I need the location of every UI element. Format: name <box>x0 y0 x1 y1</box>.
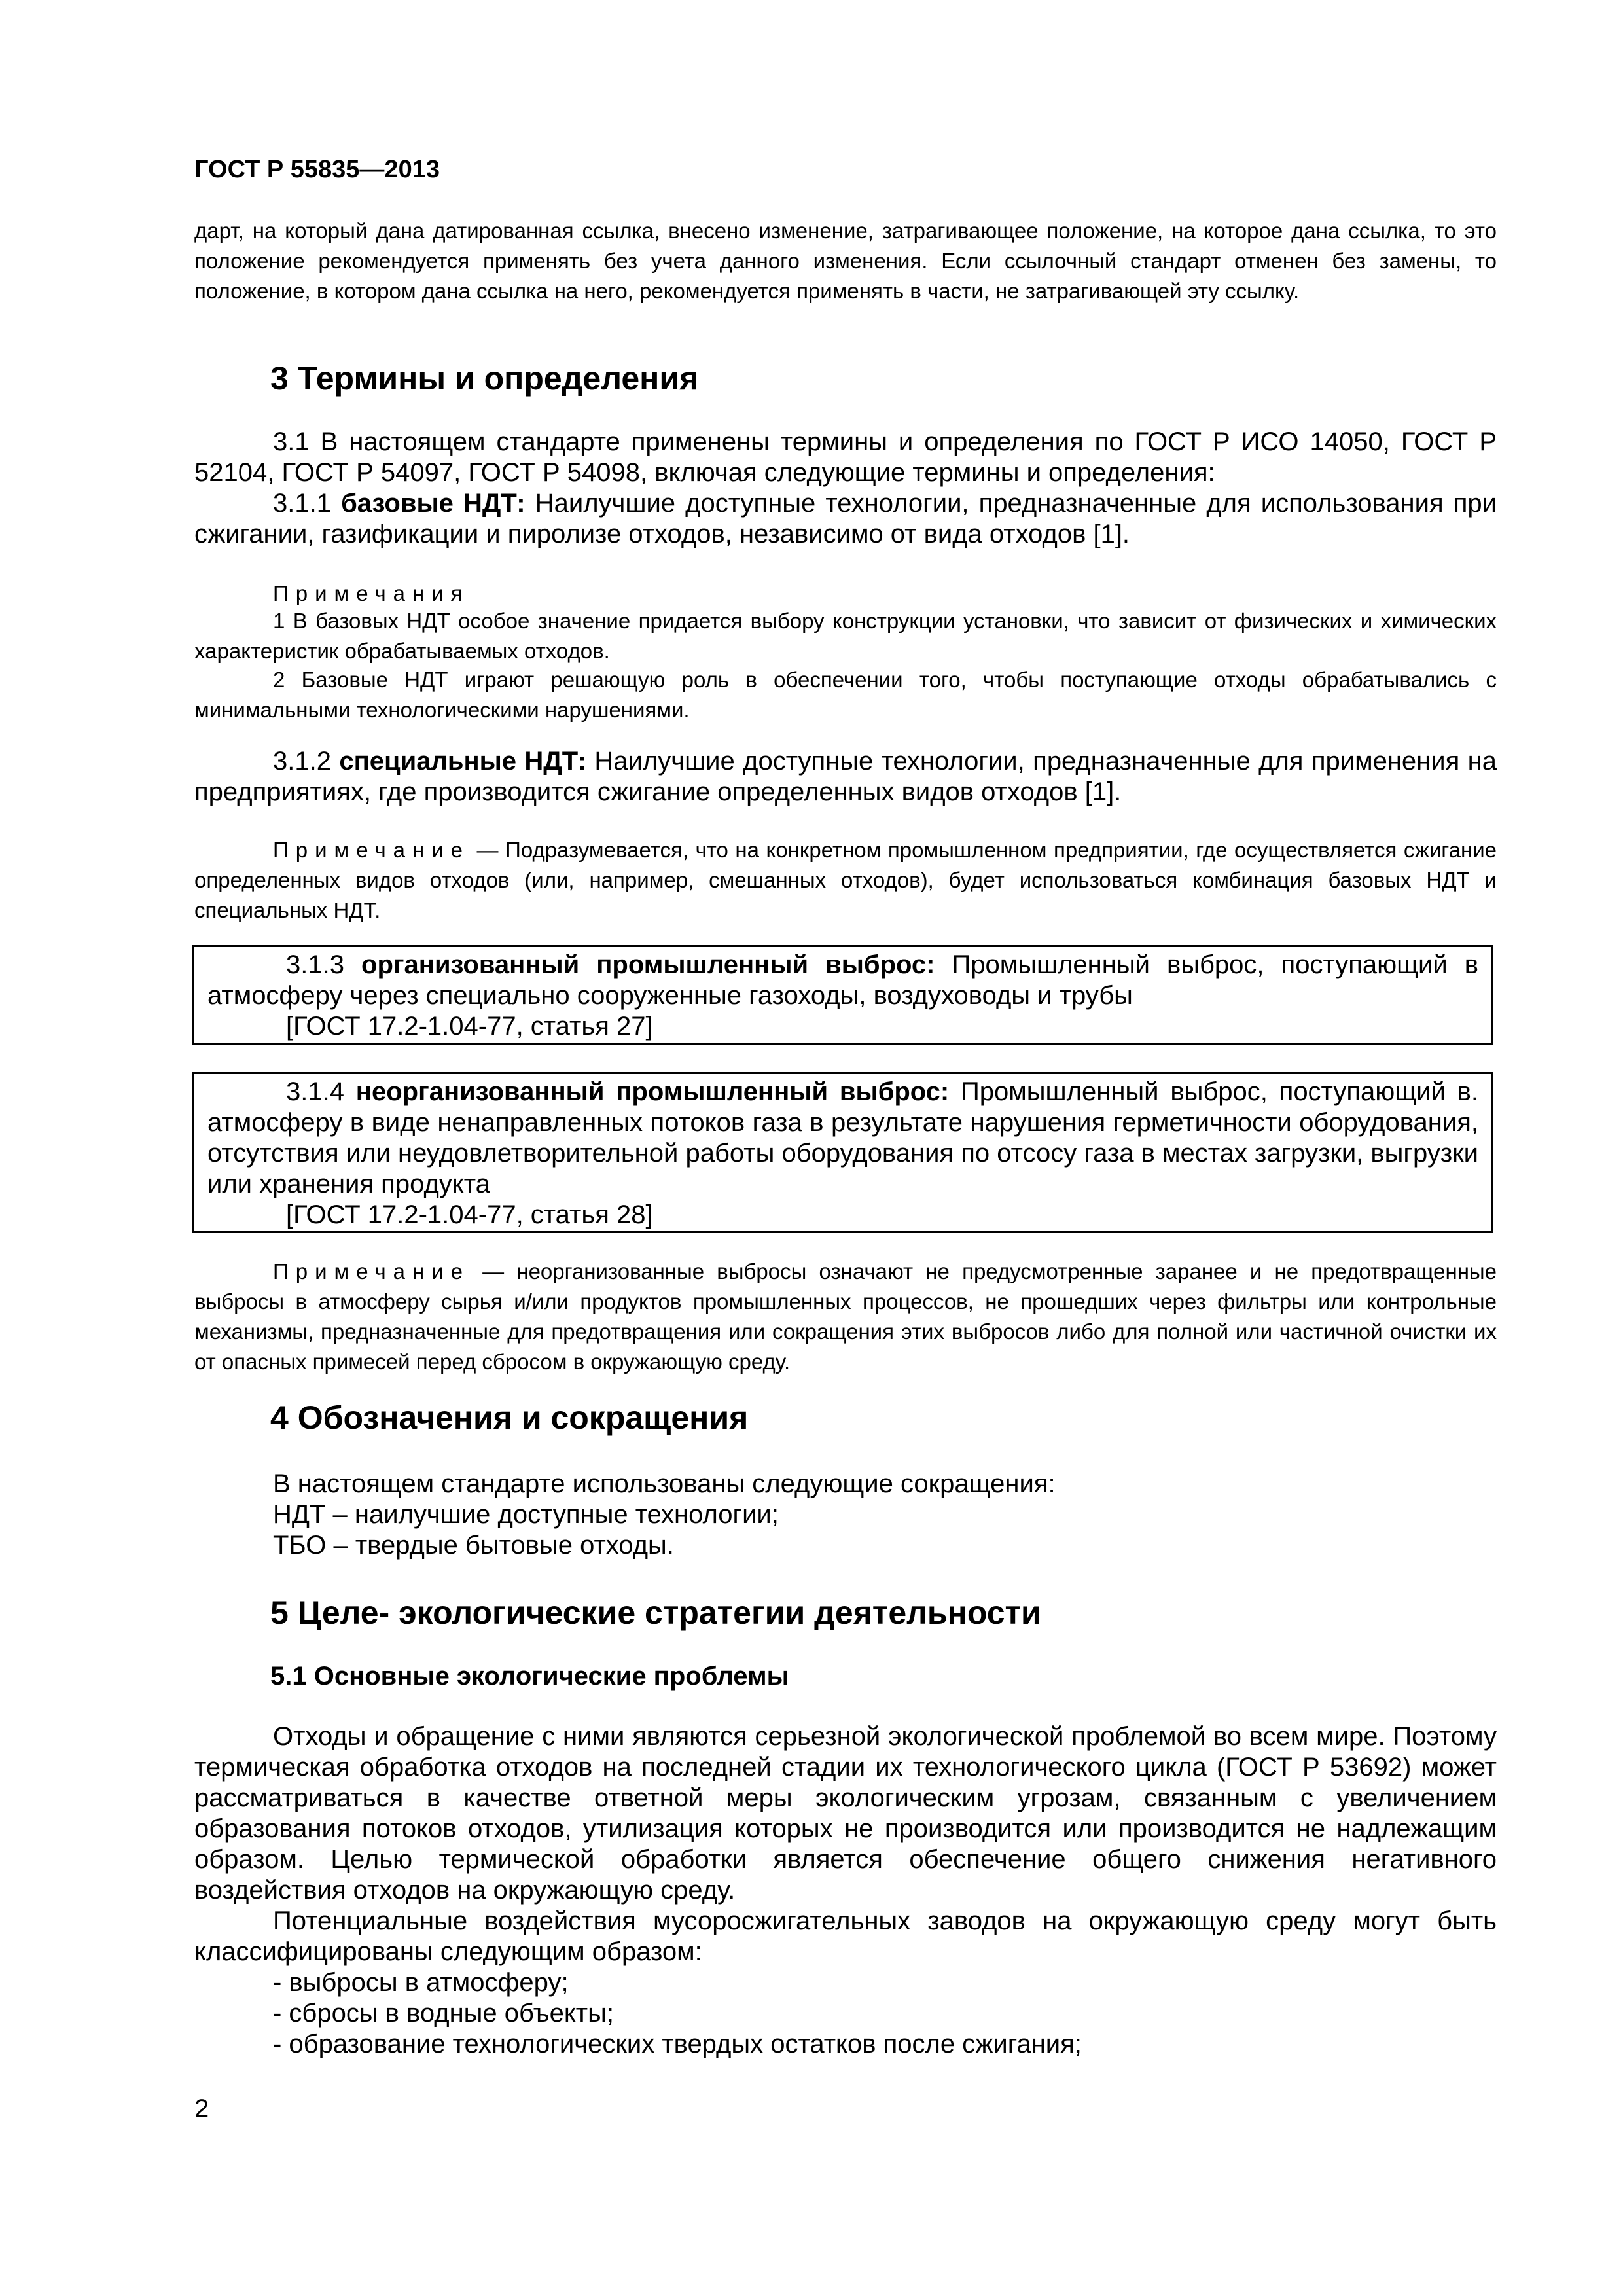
note-text: — Подразумевается, что на конкретном промышленном предприятии, где осуществляется сжигание определенных видов отходов (или, например, смешанных отходов), будет использоваться комбинация базовых НДТ и специальных НДТ. <box>194 838 1497 922</box>
term-3-1-2 <box>194 746 1497 808</box>
note-text: — неорганизованные выбросы означают не предусмотренные заранее и не предотвращенные выбросы в атмосферу сырья и/или продуктов промышленных процессов, не прошедших через фильтры или контрольные механизмы, предназначенные для предотвращения или сокращения этих выбросов либо для полной или частичной очистки их от опасных примесей перед сбросом в окружающую среду. <box>194 1259 1497 1374</box>
term-name: специальные НДТ: <box>339 747 587 776</box>
term-number: 3.1.1 <box>273 489 342 518</box>
section-4-heading: 4 Обозначения и сокращения <box>270 1399 749 1436</box>
term-definition: Наилучшие доступные технологии, предназначенные для использования при сжигании, газификации и пиролизе отходов, независимо от вида отходов [1]. <box>194 489 1497 548</box>
paragraph-5-1-a: Отходы и обращение с ними являются серьезной экологической проблемой во всем мире. Поэтому термическая обработка отходов на последней стадии их технологического цикла (ГОСТ Р 53692) может рассматриваться в качестве ответной меры экологическим угрозам, связанным с увеличением образования потоков отходов, утилизация которых не производится или производится не надлежащим образом. Целью термической обработки является обеспечение общего снижения негативного воздействия отходов на окружающую среду. <box>194 1722 1497 1905</box>
note-1: 1 В базовых НДТ особое значение придается выбору конструкции установки, что зависит от физических и химических характеристик обрабатываемых отходов. <box>194 609 1497 663</box>
abbreviations-intro: В настоящем стандарте использованы следующие сокращения: <box>273 1469 1056 1498</box>
note-3-1-2 <box>194 835 1497 925</box>
term-number: 3.1.3 <box>286 950 362 979</box>
paragraph-5-1-b: Потенциальные воздействия мусоросжигательных заводов на окружающую среду могут быть классифицированы следующим образом: <box>194 1907 1497 1966</box>
list-item: - образование технологических твердых остатков после сжигания; <box>273 2030 1082 2058</box>
term-definition: Промышленный выброс, поступающий в. атмосферу в виде ненаправленных потоков газа в результате нарушения герметичности оборудования, отсутствия или неудовлетворительной работы оборудования по отсосу газа в местах загрузки, выгрузки или хранения продукта <box>207 1077 1479 1198</box>
term-number: 3.1.4 <box>286 1077 356 1106</box>
term-name: базовые НДТ: <box>341 489 526 518</box>
note-label: Примечание <box>273 838 471 862</box>
document-header: ГОСТ Р 55835—2013 <box>194 156 440 183</box>
abbreviation-item: ТБО – твердые бытовые отходы. <box>273 1531 674 1560</box>
term-number: 3.1.2 <box>273 747 340 776</box>
abbreviations-list <box>273 1469 1497 1561</box>
notes-label-text: Примечания <box>273 581 470 605</box>
term-source: [ГОСТ 17.2-1.04-77, статья 28] <box>286 1200 653 1229</box>
term-name: неорганизованный промышленный выброс: <box>355 1077 950 1106</box>
note-3-1-4 <box>194 1257 1497 1377</box>
abbreviation-item: НДТ – наилучшие доступные технологии; <box>273 1500 779 1529</box>
term-3-1-4 <box>207 1077 1478 1200</box>
note-label: Примечание <box>273 1259 471 1283</box>
note-2: 2 Базовые НДТ играют решающую роль в обеспечении того, чтобы поступающие отходы обрабатывались с минимальными технологическими нарушениями. <box>194 668 1497 722</box>
term-source: [ГОСТ 17.2-1.04-77, статья 27] <box>286 1012 653 1041</box>
term-definition: Наилучшие доступные технологии, предназначенные для применения на предприятиях, где производится сжигание определенных видов отходов [1]. <box>194 747 1497 806</box>
section-5-heading: 5 Целе- экологические стратегии деятельности <box>270 1594 1041 1631</box>
list-item: - сбросы в водные объекты; <box>273 1999 614 2028</box>
term-box-3-1-4 <box>192 1072 1493 1233</box>
intro-paragraph: дарт, на который дана датированная ссылка, внесено изменение, затрагивающее положение, на которое дана ссылка, то это положение рекомендуется применять без учета данного изменения. Если ссылочный стандарт отменен без замены, то положение, в котором дана ссылка на него, рекомендуется применять в части, не затрагивающей эту ссылку. <box>194 219 1497 303</box>
term-3-1-3 <box>207 950 1478 1011</box>
term-box-3-1-3 <box>192 945 1493 1045</box>
term-3-1-1 <box>194 488 1497 550</box>
impact-list <box>273 1967 1497 2060</box>
subsection-5-1-heading: 5.1 Основные экологические проблемы <box>270 1662 789 1691</box>
list-item: - выбросы в атмосферу; <box>273 1968 569 1997</box>
notes-label <box>273 579 1497 609</box>
term-definition: Промышленный выброс, поступающий в атмосферу через специально сооруженные газоходы, воздуховоды и трубы <box>207 950 1479 1010</box>
paragraph-3-1: 3.1 В настоящем стандарте применены термины и определения по ГОСТ Р ИСО 14050, ГОСТ Р 52104, ГОСТ Р 54097, ГОСТ Р 54098, включая следующие термины и определения: <box>194 427 1497 487</box>
page-number: 2 <box>194 2094 209 2123</box>
section-3-heading: 3 Термины и определения <box>270 360 699 397</box>
term-name: организованный промышленный выброс: <box>361 950 935 979</box>
